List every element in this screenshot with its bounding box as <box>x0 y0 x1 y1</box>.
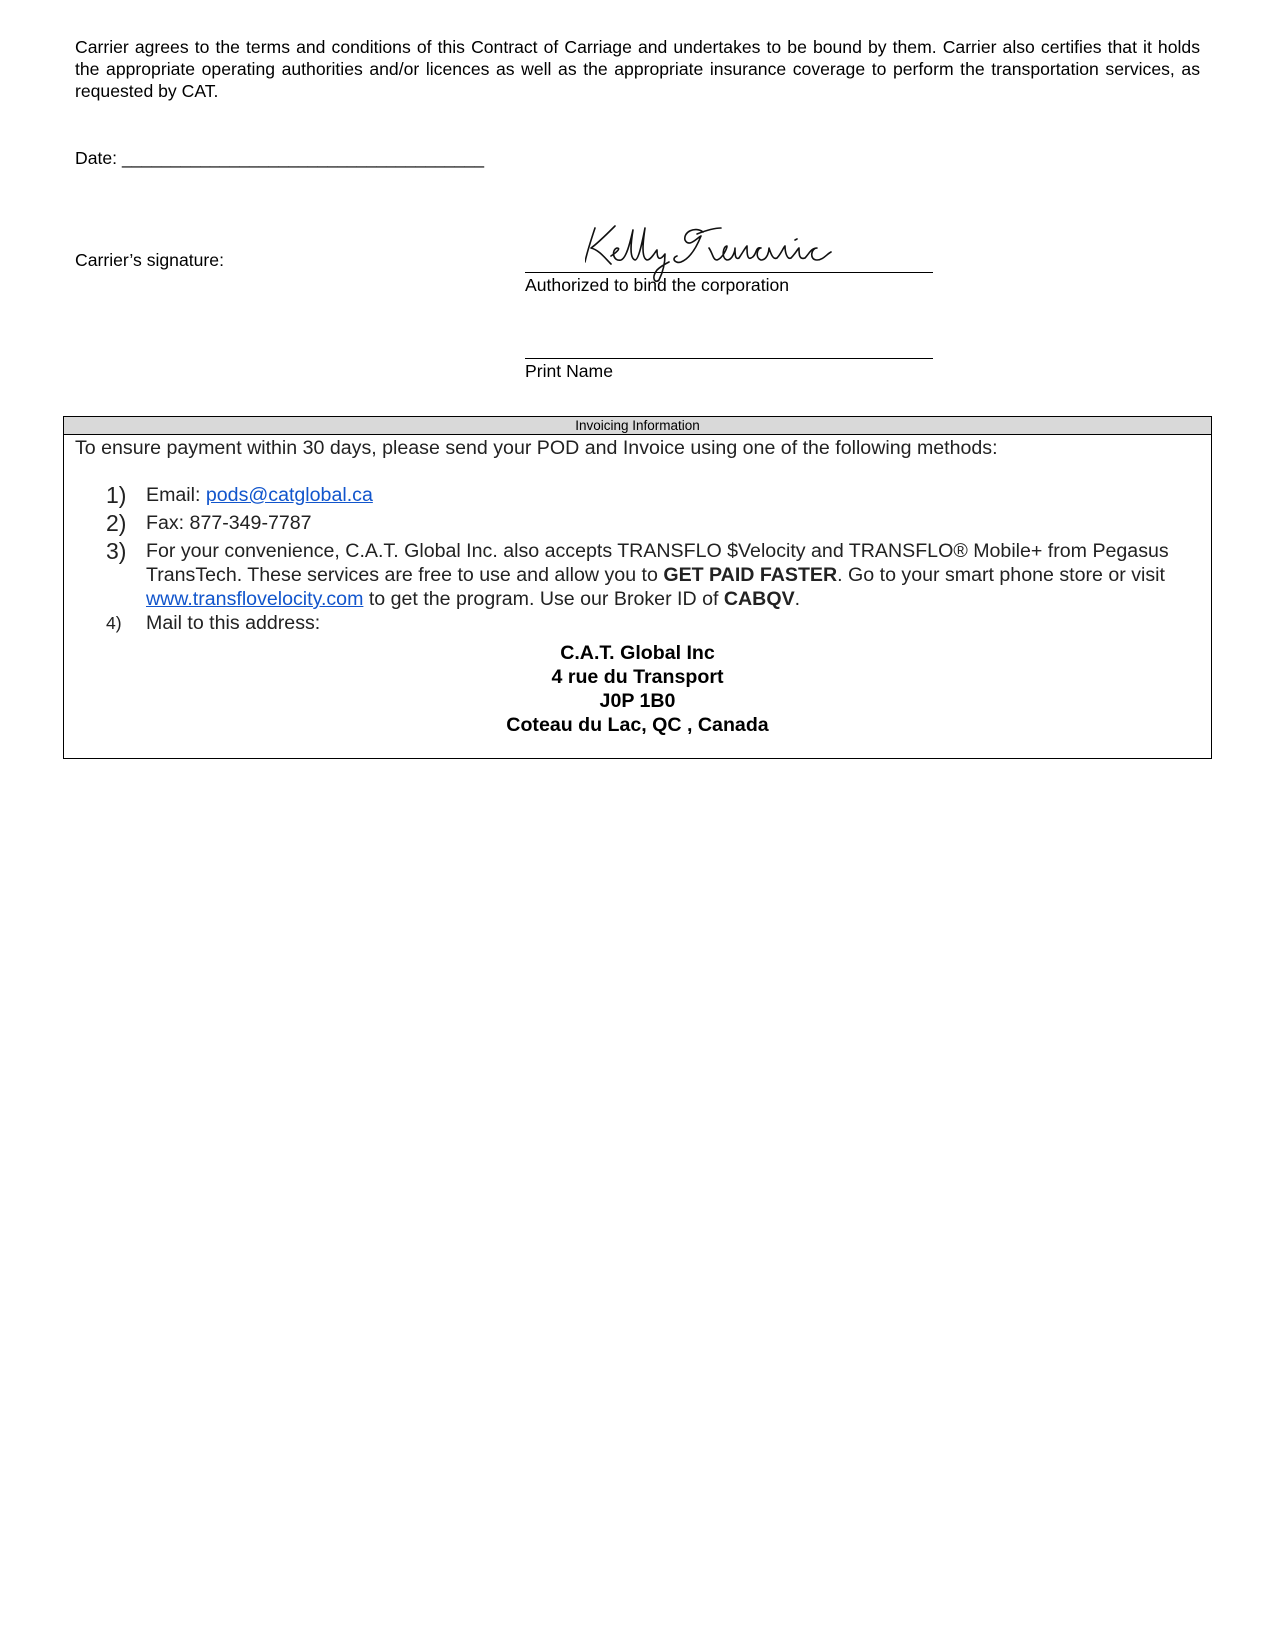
transflo-text-1: For your convenience, C.A.T. Global Inc. also accepts TRANSFLO $Velocity and TRANSFLO® Mobile+ from Pegasus TransTech. These services are free to use and allow you to <box>146 540 1169 586</box>
list-number: 3) <box>106 538 127 564</box>
address-line-3: J0P 1B0 <box>599 690 676 712</box>
transflovelocity-link[interactable]: www.transflovelocity.com <box>146 588 364 610</box>
print-name-caption: Print Name <box>525 361 613 381</box>
list-number: 1) <box>106 482 127 508</box>
signature-caption: Authorized to bind the corporation <box>525 275 790 295</box>
email-prefix: Email: <box>146 484 206 506</box>
transflo-text-3: to get the program. Use our Broker ID of <box>363 588 724 610</box>
handwritten-signature <box>585 218 850 282</box>
invoicing-header: Invoicing Information <box>64 417 1211 435</box>
broker-id: CABQV <box>723 588 795 610</box>
list-item-transflo <box>106 539 1186 611</box>
transflo-text-2: . Go to your smart phone store or visit <box>837 564 1165 586</box>
get-paid-faster-text: GET PAID FASTER <box>663 564 838 586</box>
address-line-4: Coteau du Lac, QC , Canada <box>506 714 769 736</box>
payment-methods-list <box>106 483 1186 635</box>
mail-text: Mail to this address: <box>146 612 321 634</box>
fax-text: Fax: 877-349-7787 <box>146 512 312 534</box>
print-name-line[interactable] <box>525 312 933 359</box>
email-link[interactable]: pods@catglobal.ca <box>205 484 373 506</box>
list-number: 4) <box>106 613 122 633</box>
transflo-text-4: . <box>794 588 801 610</box>
address-line-1: C.A.T. Global Inc <box>560 642 715 664</box>
list-item-fax <box>106 511 1186 535</box>
date-label: Date: <box>75 148 122 168</box>
invoicing-intro: To ensure payment within 30 days, please send your POD and Invoice using one of the following methods: <box>75 437 998 459</box>
print-name-block <box>525 312 935 382</box>
address-line-2: 4 rue du Transport <box>551 666 724 688</box>
list-item-mail <box>106 611 1186 635</box>
invoicing-information-box <box>63 416 1212 759</box>
list-number: 2) <box>106 510 127 536</box>
date-field[interactable] <box>75 148 484 169</box>
list-item-email <box>106 483 1186 507</box>
date-blank: _____________________________________ <box>121 148 484 168</box>
agreement-paragraph: Carrier agrees to the terms and conditions of this Contract of Carriage and undertakes to be bound by them. Carrier also certifies that it holds the appropriate operating authorities and/or licences as well as the appropriate insurance coverage to perform the transportation services, as requested by CAT. <box>75 37 1200 101</box>
carrier-signature-label: Carrier’s signature: <box>75 250 224 270</box>
mailing-address <box>64 641 1211 737</box>
